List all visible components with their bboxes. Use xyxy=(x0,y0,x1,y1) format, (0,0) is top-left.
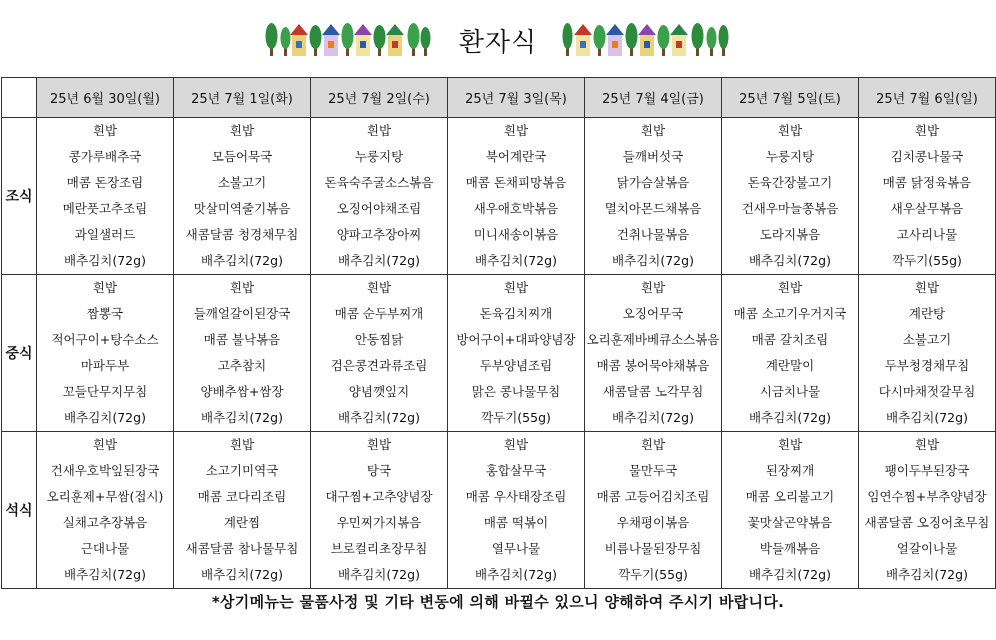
dish-item: 매콤 돈장조림 xyxy=(66,175,144,190)
dish-item: 매콤 봉어묵야채볶음 xyxy=(596,358,710,373)
dish-item: 매콤 우사태장조림 xyxy=(465,489,567,504)
dish-item: 마파두부 xyxy=(80,358,130,373)
dish-item: 흰밥 xyxy=(914,123,940,138)
dish-item: 매콤 떡볶이 xyxy=(483,515,549,530)
dish-item: 매콤 소고기우거지국 xyxy=(733,306,847,321)
dish-item: 오리훈제바베큐소스볶음 xyxy=(586,332,720,347)
dish-item: 배추김치(72g) xyxy=(749,253,831,268)
dish-item: 흰밥 xyxy=(366,123,392,138)
dish-item: 북어계란국 xyxy=(485,149,547,164)
dish-item: 안동찜닭 xyxy=(354,332,404,347)
dish-item: 매콤 불낙볶음 xyxy=(203,332,281,347)
menu-cell xyxy=(722,432,859,589)
dish-item: 흰밥 xyxy=(503,437,529,452)
dish-item: 소불고기 xyxy=(217,175,267,190)
dish-item: 닭가슴살볶음 xyxy=(616,175,690,190)
dish-item: 박들깨볶음 xyxy=(759,541,821,556)
dish-item: 콩가루배추국 xyxy=(68,149,142,164)
dish-item: 흰밥 xyxy=(777,280,803,295)
dish-item: 매콤 갈치조림 xyxy=(751,332,829,347)
dish-item: 흰밥 xyxy=(640,280,666,295)
dish-item: 방어구이+대파양념장 xyxy=(456,332,576,347)
dish-item: 흰밥 xyxy=(640,437,666,452)
dish-item: 고추참치 xyxy=(217,358,267,373)
dish-item: 시금치나물 xyxy=(759,384,821,399)
meal-label: 조식 xyxy=(2,118,37,275)
meal-row xyxy=(2,432,996,589)
dish-item: 꼬들단무지무침 xyxy=(62,384,148,399)
dish-item: 배추김치(72g) xyxy=(64,253,146,268)
dish-item: 흰밥 xyxy=(92,123,118,138)
dish-item: 도라지볶음 xyxy=(759,227,821,242)
dish-item: 소고기미역국 xyxy=(205,463,279,478)
dish-item: 흰밥 xyxy=(914,280,940,295)
dish-item: 매콤 돈채피망볶음 xyxy=(465,175,567,190)
house-icon xyxy=(574,24,592,56)
dish-item: 누룽지탕 xyxy=(354,149,404,164)
dish-item: 배추김치(72g) xyxy=(338,410,420,425)
dish-item: 미니새송이볶음 xyxy=(473,227,559,242)
dish-item: 우채평이볶음 xyxy=(616,515,690,530)
menu-cell xyxy=(859,432,996,589)
menu-cell xyxy=(448,275,585,432)
dish-item: 메란풋고추조림 xyxy=(62,201,148,216)
dish-item: 배추김치(72g) xyxy=(475,253,557,268)
dish-item: 홍합살무국 xyxy=(485,463,547,478)
dish-item: 흰밥 xyxy=(92,437,118,452)
dish-item: 배추김치(72g) xyxy=(338,567,420,582)
dish-item: 오리훈제+무쌈(접시) xyxy=(46,489,164,504)
dish-item: 배추김치(72g) xyxy=(886,567,968,582)
dish-item: 배추김치(72g) xyxy=(749,567,831,582)
dish-item: 맛살미역줄기볶음 xyxy=(193,201,291,216)
dish-item: 건새우호박잎된장국 xyxy=(50,463,160,478)
dish-item: 짬뽕국 xyxy=(86,306,124,321)
dish-item: 팽이두부된장국 xyxy=(884,463,970,478)
dish-item: 돈육간장불고기 xyxy=(747,175,833,190)
dish-item: 흰밥 xyxy=(229,280,255,295)
dish-item: 오징어야채조림 xyxy=(336,201,422,216)
header-corner xyxy=(2,78,37,118)
dish-item: 적어구이+탕수소스 xyxy=(51,332,159,347)
dish-item: 매콤 닭정육볶음 xyxy=(882,175,972,190)
dish-item: 흰밥 xyxy=(503,280,529,295)
dish-item: 새콤달콤 노각무침 xyxy=(602,384,704,399)
dish-item: 우민찌가지볶음 xyxy=(336,515,422,530)
menu-cell xyxy=(722,118,859,275)
menu-cell xyxy=(311,275,448,432)
dish-item: 멸치아몬드채볶음 xyxy=(604,201,702,216)
day-header: 25년 7월 1일(화) xyxy=(174,78,311,118)
dish-item: 검은콩견과류조림 xyxy=(330,358,428,373)
dish-item: 흰밥 xyxy=(777,123,803,138)
dish-item: 배추김치(72g) xyxy=(475,567,557,582)
dish-item: 된장찌개 xyxy=(765,463,815,478)
dish-item: 새우살무볶음 xyxy=(890,201,964,216)
dish-item: 새콤달콤 청경채무침 xyxy=(185,227,299,242)
menu-cell xyxy=(859,118,996,275)
dish-item: 김치콩나물국 xyxy=(890,149,964,164)
dish-item: 대구찜+고추양념장 xyxy=(325,489,433,504)
dish-item: 배추김치(72g) xyxy=(64,410,146,425)
page-header xyxy=(0,0,996,76)
dish-item: 계란말이 xyxy=(765,358,815,373)
dish-item: 흰밥 xyxy=(640,123,666,138)
menu-cell xyxy=(585,118,722,275)
dish-item: 브로컬리초장무침 xyxy=(330,541,428,556)
dish-item: 탕국 xyxy=(366,463,392,478)
meal-row xyxy=(2,275,996,432)
dish-item: 다시마채젓갈무침 xyxy=(878,384,976,399)
weekly-menu-table xyxy=(1,77,996,589)
dish-item: 깍두기(55g) xyxy=(892,253,962,268)
menu-cell xyxy=(722,275,859,432)
dish-item: 배추김치(72g) xyxy=(201,253,283,268)
day-header: 25년 6월 30일(월) xyxy=(37,78,174,118)
dish-item: 고사리나물 xyxy=(896,227,958,242)
dish-item: 임연수찜+부추양념장 xyxy=(867,489,987,504)
dish-item: 흰밥 xyxy=(777,437,803,452)
meal-row xyxy=(2,118,996,275)
dish-item: 비름나물된장무침 xyxy=(604,541,702,556)
menu-cell xyxy=(174,432,311,589)
menu-cell xyxy=(174,118,311,275)
dish-item: 계란찜 xyxy=(223,515,261,530)
dish-item: 흰밥 xyxy=(503,123,529,138)
day-header: 25년 7월 6일(일) xyxy=(859,78,996,118)
dish-item: 얼갈이나물 xyxy=(896,541,958,556)
menu-cell xyxy=(37,432,174,589)
dish-item: 근대나물 xyxy=(80,541,130,556)
dish-item: 배추김치(72g) xyxy=(612,253,694,268)
dish-item: 모듬어묵국 xyxy=(211,149,273,164)
dish-item: 두부청경채무침 xyxy=(884,358,970,373)
dish-item: 양배추쌈+쌈장 xyxy=(200,384,284,399)
menu-cell xyxy=(37,118,174,275)
dish-item: 배추김치(72g) xyxy=(201,410,283,425)
menu-cell xyxy=(585,275,722,432)
dish-item: 실채고추장볶음 xyxy=(62,515,148,530)
menu-cell xyxy=(37,275,174,432)
dish-item: 새콤달콤 오징어초무침 xyxy=(864,515,990,530)
dish-item: 흰밥 xyxy=(914,437,940,452)
dish-item: 새우애호박볶음 xyxy=(473,201,559,216)
dish-item: 두부양념조림 xyxy=(479,358,553,373)
dish-item: 양파고추장아찌 xyxy=(336,227,422,242)
dish-item: 물만두국 xyxy=(628,463,678,478)
dish-item: 계란탕 xyxy=(908,306,946,321)
dish-item: 매콤 고등어김치조림 xyxy=(596,489,710,504)
menu-cell xyxy=(174,275,311,432)
menu-cell xyxy=(311,432,448,589)
dish-item: 깍두기(55g) xyxy=(481,410,551,425)
menu-cell xyxy=(448,118,585,275)
dish-item: 건취나물볶음 xyxy=(616,227,690,242)
dish-item: 흰밥 xyxy=(92,280,118,295)
day-header: 25년 7월 5일(토) xyxy=(722,78,859,118)
dish-item: 들깨얼갈이된장국 xyxy=(193,306,291,321)
village-decoration-right xyxy=(562,16,732,58)
dish-item: 맑은 콩나물무침 xyxy=(471,384,561,399)
dish-item: 돈육김치찌개 xyxy=(479,306,553,321)
dish-item: 배추김치(72g) xyxy=(201,567,283,582)
dish-item: 소불고기 xyxy=(902,332,952,347)
day-header: 25년 7월 4일(금) xyxy=(585,78,722,118)
dish-item: 깍두기(55g) xyxy=(618,567,688,582)
footer-note: *상기메뉴는 물품사정 및 기타 변동에 의해 바뀔수 있으니 양해하여 주시기 바랍니다. xyxy=(211,593,785,611)
menu-cell xyxy=(448,432,585,589)
dish-item: 매콤 코다리조림 xyxy=(197,489,287,504)
menu-cell xyxy=(859,275,996,432)
dish-item: 배추김치(72g) xyxy=(612,410,694,425)
dish-item: 배추김치(72g) xyxy=(749,410,831,425)
day-header: 25년 7월 3일(목) xyxy=(448,78,585,118)
page-title: 환자식 xyxy=(458,28,538,58)
dish-item: 흰밥 xyxy=(366,437,392,452)
dish-item: 흰밥 xyxy=(366,280,392,295)
dish-item: 누룽지탕 xyxy=(765,149,815,164)
menu-cell xyxy=(585,432,722,589)
dish-item: 꽃맛살곤약볶음 xyxy=(747,515,833,530)
dish-item: 과일샐러드 xyxy=(74,227,136,242)
dish-item: 매콤 순두부찌개 xyxy=(334,306,424,321)
dish-item: 들깨버섯국 xyxy=(622,149,684,164)
menu-cell xyxy=(311,118,448,275)
day-header: 25년 7월 2일(수) xyxy=(311,78,448,118)
dish-item: 배추김치(72g) xyxy=(64,567,146,582)
meal-label: 석식 xyxy=(2,432,37,589)
dish-item: 건새우마늘쫑볶음 xyxy=(741,201,839,216)
dish-item: 매콤 오리불고기 xyxy=(745,489,835,504)
dish-item: 오징어무국 xyxy=(622,306,684,321)
dish-item: 배추김치(72g) xyxy=(338,253,420,268)
dish-item: 열무나물 xyxy=(491,541,541,556)
dish-item: 흰밥 xyxy=(229,437,255,452)
dish-item: 흰밥 xyxy=(229,123,255,138)
meal-label: 중식 xyxy=(2,275,37,432)
dish-item: 돈육숙주굴소스볶음 xyxy=(324,175,434,190)
dish-item: 양념깻잎지 xyxy=(348,384,410,399)
dish-item: 새콤달콤 참나물무침 xyxy=(185,541,299,556)
dish-item: 배추김치(72g) xyxy=(886,410,968,425)
table-header-row xyxy=(2,78,996,118)
